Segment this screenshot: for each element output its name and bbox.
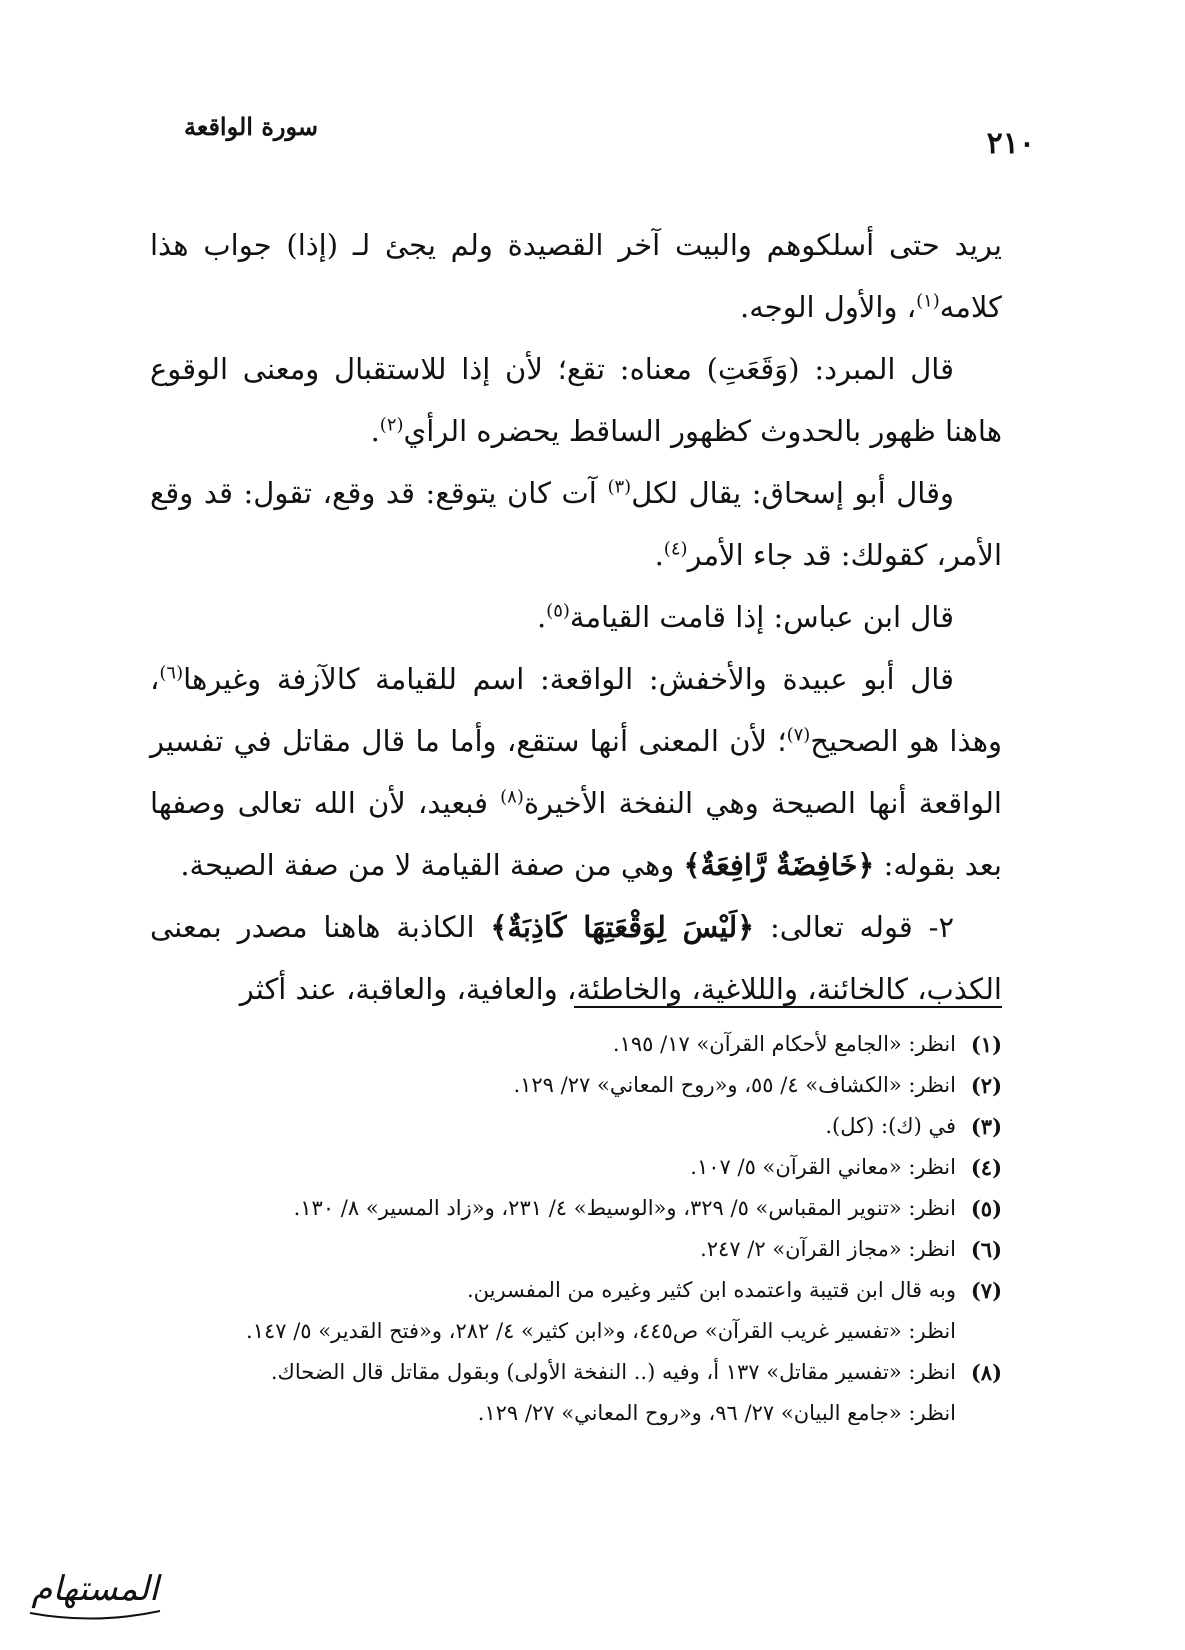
footnote-number: (٣) <box>970 1114 1002 1139</box>
footnote-text: انظر: «الكشاف» ٤/ ٥٥، و«روح المعاني» ٢٧/ ١٢٩. <box>513 1073 956 1097</box>
footnote-8 <box>140 1352 1002 1434</box>
publisher-logo <box>10 1555 180 1635</box>
footnote-number: (٦) <box>970 1237 1002 1262</box>
page-header <box>150 112 1035 162</box>
footnote-text: انظر: «تنوير المقباس» ٥/ ٣٢٩، و«الوسيط» ٤/ ٢٣١، و«زاد المسير» ٨/ ١٣٠. <box>293 1196 956 1220</box>
paragraph-2: قال المبرد: (وَقَعَتِ) معناه: تقع؛ لأن إذا للاستقبال ومعنى الوقوع هاهنا ظهور بالحدوث كظهور الساقط يحضره الرأي$^{(٢)}$. <box>150 352 1002 448</box>
footnote-ref[interactable]: (٧) <box>786 724 811 746</box>
footnote-text: انظر: «معاني القرآن» ٥/ ١٠٧. <box>690 1155 956 1179</box>
footnote-5 <box>140 1188 1002 1229</box>
main-text <box>150 214 1002 1020</box>
logo-flourish <box>30 1611 160 1619</box>
paragraph-5: قال أبو عبيدة والأخفش: الواقعة: اسم للقيامة كالآزفة وغيرها$^{(٦)}$، وهذا هو الصحيح$^{(٧)}$؛ لأن المعنى أنها ستقع، وأما ما قال مقاتل في تفسير الواقعة أنها الصيحة وهي النفخة الأخيرة$^{(٨)}$ فبعيد، لأن الله تعالى وصفها بعد بقوله: ﴿خَافِضَةٌ رَّافِعَةٌ﴾ وهي من صفة القيامة لا من صفة الصيحة. <box>150 662 1002 882</box>
footnote-ref[interactable]: (٣) <box>607 476 632 498</box>
footnote-text: انظر: «مجاز القرآن» ٢/ ٢٤٧. <box>700 1237 956 1261</box>
paragraph-1: يريد حتى أسلكوهم والبيت آخر القصيدة ولم يجئ لـ (إذا) جواب هذا كلامه$^{(١)}$، والأول الوجه. <box>150 228 1002 324</box>
footnote-number: (٤) <box>970 1155 1002 1180</box>
footnote-number: (٢) <box>970 1073 1002 1098</box>
footnote-4 <box>140 1147 1002 1188</box>
paragraph-6: ٢- قوله تعالى: ﴿لَيْسَ لِوَقْعَتِهَا كَاذِبَةٌ﴾ الكاذبة هاهنا مصدر بمعنى الكذب، كالخائنة، والللاغية، والخاطئة، والعافية، والعاقبة، عند أكثر <box>150 910 1002 1006</box>
footnote-text: انظر: «تفسير غريب القرآن» ص٤٤٥، و«ابن كثير» ٤/ ٢٨٢، و«فتح القدير» ٥/ ١٤٧. <box>246 1319 956 1343</box>
quran-verse: ﴿لَيْسَ لِوَقْعَتِهَا كَاذِبَةٌ﴾ <box>490 910 755 944</box>
quran-verse: ﴿خَافِضَةٌ رَّافِعَةٌ﴾ <box>683 848 875 882</box>
footnote-number: (٥) <box>970 1196 1002 1221</box>
running-title: سورة الواقعة <box>184 112 318 141</box>
footnote-1 <box>140 1024 1002 1065</box>
footnote-ref[interactable]: (٢) <box>379 414 404 436</box>
footnote-ref[interactable]: (٨) <box>500 786 524 808</box>
footnote-text: انظر: «الجامع لأحكام القرآن» ١٧/ ١٩٥. <box>612 1032 956 1056</box>
footnote-ref[interactable]: (٤) <box>663 538 688 560</box>
footnote-text: انظر: «تفسير مقاتل» ١٣٧ أ، وفيه (.. النفخة الأولى) وبقول مقاتل قال الضحاك. <box>270 1360 956 1384</box>
footnote-number: (٧) <box>970 1278 1002 1303</box>
paragraph-4: قال ابن عباس: إذا قامت القيامة$^{(٥)}$. <box>536 600 954 634</box>
footnotes <box>140 1024 1002 1434</box>
footnote-text: في (ك): (كل). <box>825 1114 956 1138</box>
footnote-text: انظر: «جامع البيان» ٢٧/ ٩٦، و«روح المعاني» ٢٧/ ١٢٩. <box>477 1401 956 1425</box>
footnote-ref[interactable]: (٥) <box>546 600 570 622</box>
paragraph-3: وقال أبو إسحاق: يقال لكل$^{(٣)}$ آت كان يتوقع: قد وقع، تقول: قد وقع الأمر، كقولك: قد جاء الأمر$^{(٤)}$. <box>150 476 1002 572</box>
footnote-3 <box>140 1106 1002 1147</box>
footnote-number: (٨) <box>970 1360 1002 1385</box>
footnote-6 <box>140 1229 1002 1270</box>
footnote-2 <box>140 1065 1002 1106</box>
footnote-number: (١) <box>970 1032 1002 1057</box>
footnote-separator <box>574 1006 1002 1008</box>
logo-text: المستهام <box>31 1569 159 1609</box>
footnote-text: وبه قال ابن قتيبة واعتمده ابن كثير وغيره من المفسرين. <box>466 1278 956 1302</box>
page-number: ٢١٠ <box>986 126 1035 161</box>
footnote-ref[interactable]: (١) <box>916 290 940 312</box>
footnote-7 <box>140 1270 1002 1352</box>
footnote-ref[interactable]: (٦) <box>159 662 184 684</box>
